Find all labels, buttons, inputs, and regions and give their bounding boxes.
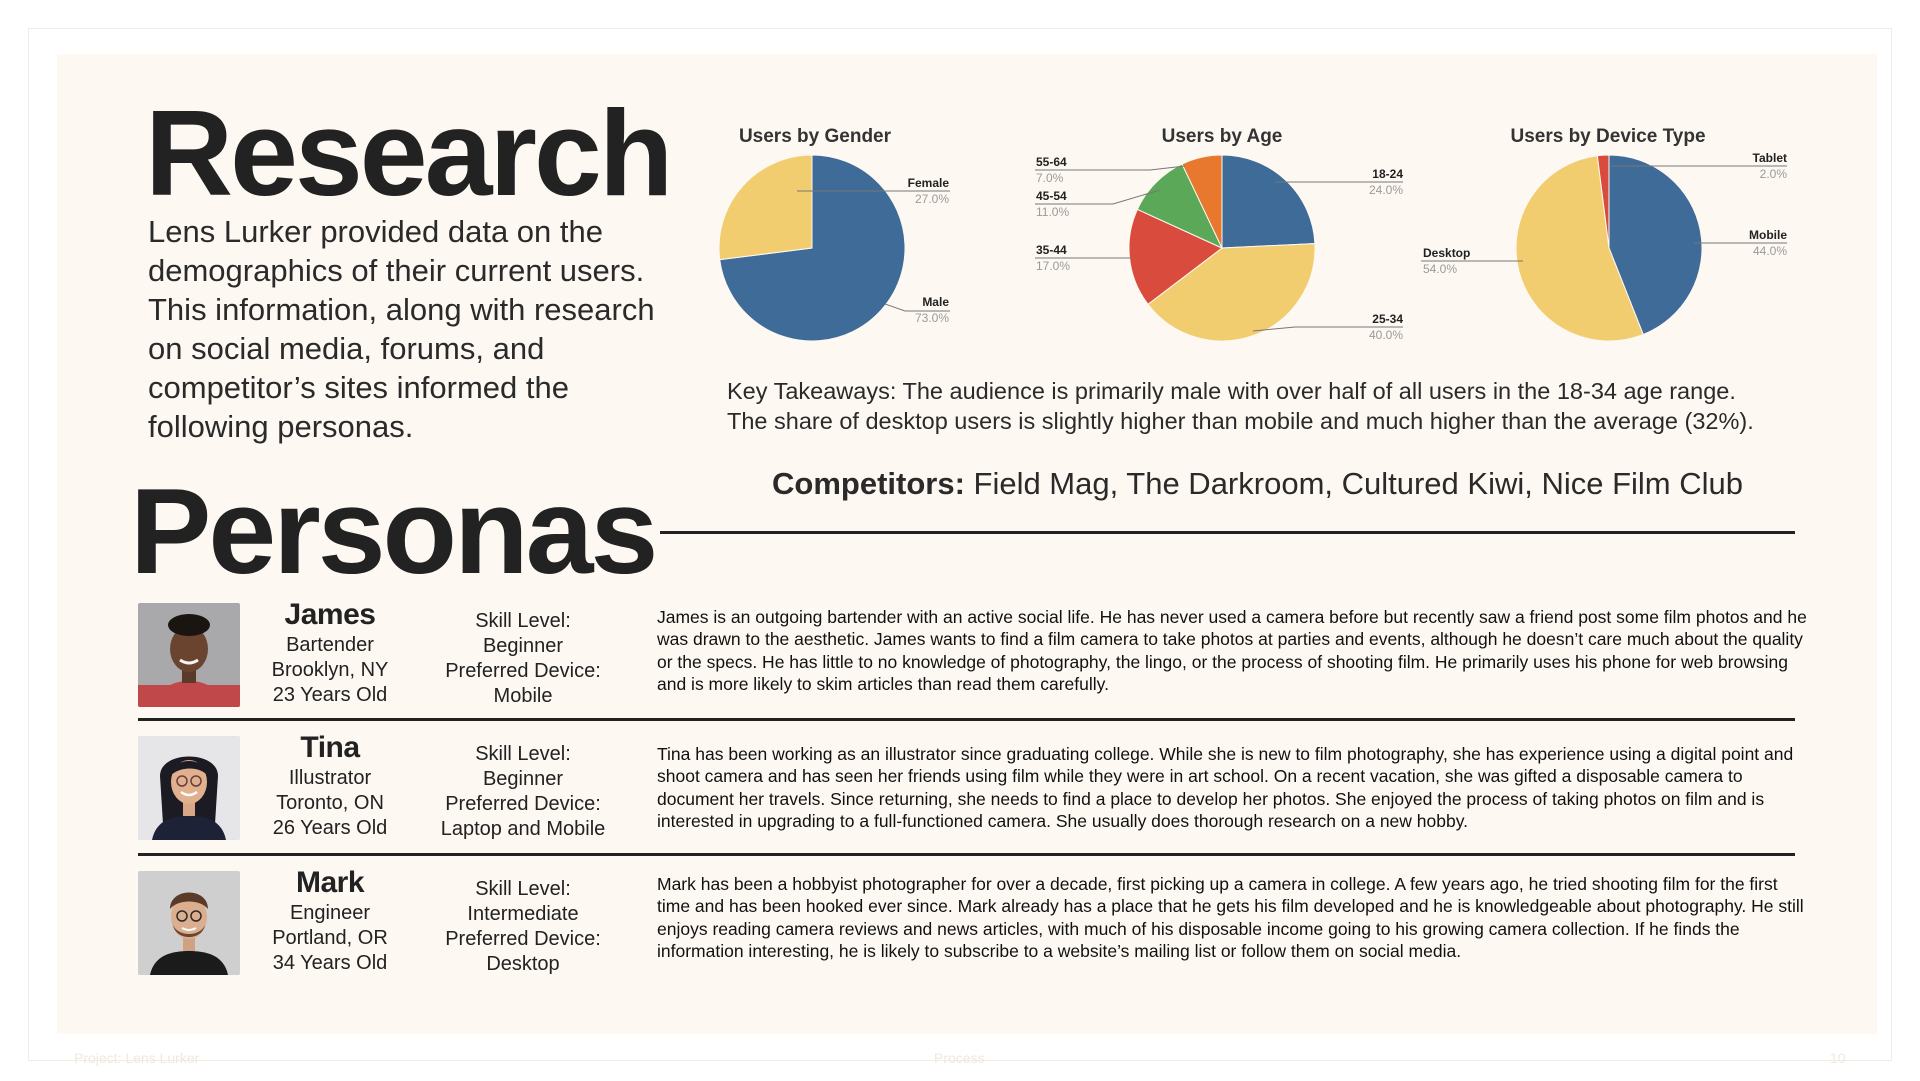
persona-details xyxy=(255,901,405,976)
persona-details xyxy=(255,766,405,841)
persona-photo-tina xyxy=(138,736,240,840)
device-pie-svg xyxy=(1420,118,1800,348)
persona-photo-james xyxy=(138,603,240,707)
slice-value-mobile: 44.0% xyxy=(1752,244,1787,258)
gender-chart xyxy=(715,118,975,353)
slice-value-desktop: 54.0% xyxy=(1423,262,1458,276)
slice-value-25-34: 40.0% xyxy=(1368,328,1403,342)
device-chart xyxy=(1420,118,1800,353)
pie-slice-female xyxy=(719,155,812,260)
device-value: Desktop xyxy=(486,953,560,975)
skill-value: Intermediate xyxy=(467,903,579,925)
persona-occupation: Bartender xyxy=(286,634,374,656)
slice-label-35-44: 35-44 xyxy=(1036,243,1067,257)
persona-location: Toronto, ON xyxy=(276,792,384,814)
persona-occupation: Engineer xyxy=(289,902,371,924)
persona-skill-device xyxy=(428,742,618,842)
divider xyxy=(660,531,1795,534)
device-value: Laptop and Mobile xyxy=(440,818,606,840)
competitors-line xyxy=(772,466,1743,502)
device-label: Preferred Device: xyxy=(445,928,601,950)
persona-skill-device xyxy=(428,609,618,709)
pie-slices xyxy=(1129,155,1315,341)
chart-title: Users by Device Type xyxy=(1510,126,1706,147)
slice-label-55-64: 55-64 xyxy=(1036,155,1067,169)
device-label: Preferred Device: xyxy=(445,660,601,682)
persona-skill-device xyxy=(428,877,618,977)
slice-label-45-54: 45-54 xyxy=(1036,189,1067,203)
footer-project: Project: Lens Lurker xyxy=(74,1050,200,1066)
age-chart xyxy=(1035,118,1415,353)
age-pie-svg xyxy=(1035,118,1415,348)
slice-value-male: 73.0% xyxy=(914,311,949,325)
device-value: Mobile xyxy=(493,685,553,707)
competitors-list: Field Mag, The Darkroom, Cultured Kiwi, Nice Film Club xyxy=(964,466,1743,501)
persona-photo-mark xyxy=(138,871,240,975)
chart-title: Users by Age xyxy=(1161,126,1283,147)
footer-page-number: 10 xyxy=(1830,1050,1846,1066)
slice-label-18-24: 18-24 xyxy=(1372,167,1403,181)
chart-title: Users by Gender xyxy=(738,126,892,147)
slice-value-55-64: 7.0% xyxy=(1036,171,1064,185)
gender-pie-svg xyxy=(715,118,975,348)
skill-label: Skill Level: xyxy=(475,610,571,632)
device-label: Preferred Device: xyxy=(445,793,601,815)
persona-age: 34 Years Old xyxy=(272,952,388,974)
slice-value-female: 27.0% xyxy=(914,192,949,206)
key-takeaways xyxy=(727,376,1827,436)
skill-value: Beginner xyxy=(482,768,564,790)
slice-value-18-24: 24.0% xyxy=(1368,183,1403,197)
pie-slices xyxy=(1516,155,1702,341)
skill-label: Skill Level: xyxy=(475,878,571,900)
pie-slice-18-24 xyxy=(1222,155,1315,248)
footer-section: Process xyxy=(934,1050,985,1066)
persona-details xyxy=(255,633,405,708)
takeaways-line-2: The share of desktop users is slightly higher than mobile and much higher than the average (32%). xyxy=(727,408,1754,434)
takeaways-line-1: Key Takeaways: The audience is primarily male with over half of all users in the 18-34 age range. xyxy=(727,378,1736,404)
competitors-label: Competitors: xyxy=(772,466,965,501)
persona-age: 26 Years Old xyxy=(272,817,388,839)
persona-location: Brooklyn, NY xyxy=(271,659,389,681)
divider xyxy=(138,718,1795,721)
slice-label-tablet: Tablet xyxy=(1752,151,1787,165)
slice-value-45-54: 11.0% xyxy=(1036,205,1070,219)
persona-location: Portland, OR xyxy=(272,927,388,949)
slice-label-25-34: 25-34 xyxy=(1372,312,1403,326)
slice-label-mobile: Mobile xyxy=(1749,228,1787,242)
persona-name: Mark xyxy=(295,866,365,899)
persona-name: Tina xyxy=(300,731,360,764)
skill-label: Skill Level: xyxy=(475,743,571,765)
persona-age: 23 Years Old xyxy=(272,684,388,706)
slice-label-desktop: Desktop xyxy=(1423,246,1471,260)
pie-slices xyxy=(719,155,905,341)
persona-name: James xyxy=(284,598,376,631)
research-intro: Lens Lurker provided data on the demographics of their current users. This information, along with research on social media, forums, and competitor’s sites informed the following personas. xyxy=(148,214,655,444)
slice-label-male: Male xyxy=(922,295,949,309)
persona-occupation: Illustrator xyxy=(288,767,372,789)
skill-value: Beginner xyxy=(482,635,564,657)
persona-bio: James is an outgoing bartender with an active social life. He has never used a camera before but recently saw a friend post some film photos and he was drawn to the aesthetic. James wants to find a film camera to take photos at parties and events, although he doesn’t care much about the quality or the specs. He has little to no knowledge of photography, the lingo, or the process of shooting film. He primarily uses his phone for web browsing and is more likely to skim articles than read them carefully. xyxy=(657,607,1807,694)
persona-bio: Tina has been working as an illustrator since graduating college. While she is new to film photography, she has experience using a digital point and shoot camera and has seen her friends using film while they were in art school. On a recent vacation, she was gifted a disposable camera to document her travels. Since returning, she needs to find a place to develop her photos. She enjoyed the process of taking photos on film and is interested in upgrading to a full-functioned camera. She usually does thorough research on a new hobby. xyxy=(657,744,1794,831)
slice-value-35-44: 17.0% xyxy=(1036,259,1071,273)
slice-value-tablet: 2.0% xyxy=(1759,167,1787,181)
research-title: Research xyxy=(145,85,671,221)
persona-bio: Mark has been a hobbyist photographer for over a decade, first picking up a camera in college. A few years ago, he tried shooting film for the first time and has been hooked ever since. Mark already has a place that he gets his film developed and he is knowledgeable about photography. He still enjoys reading camera reviews and news articles, with much of his disposable income going to his growing camera collection. If he finds the information interesting, he is likely to subscribe to a website’s mailing list or follow them on social media. xyxy=(657,874,1804,961)
divider xyxy=(138,853,1795,856)
slice-label-female: Female xyxy=(907,176,949,190)
personas-title: Personas xyxy=(130,463,656,599)
